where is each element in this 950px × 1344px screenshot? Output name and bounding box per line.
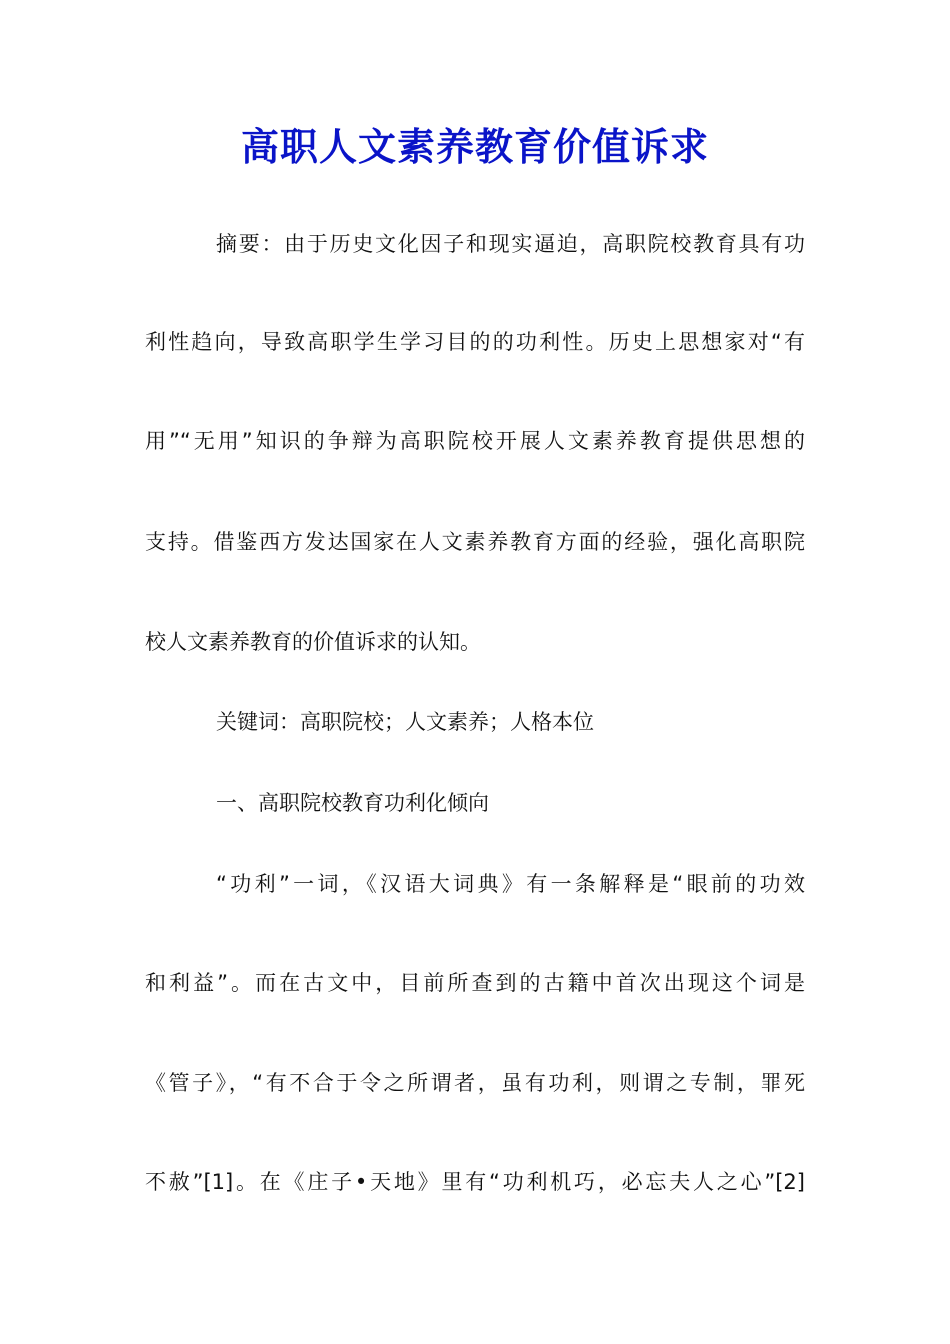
abstract-line-5: 校人文素养教育的价值诉求的认知。 [145, 630, 481, 654]
document-title: 高职人文素养教育价值诉求 [240, 124, 709, 169]
abstract-line-1: 摘要：由于历史文化因子和现实逼迫，高职院校教育具有功 [216, 232, 805, 256]
section-heading: 一、高职院校教育功利化倾向 [216, 791, 489, 815]
abstract-line-3: 用”“无用”知识的争辩为高职院校开展人文素养教育提供思想的 [145, 429, 805, 453]
abstract-line-2: 利性趋向，导致高职学生学习目的的功利性。历史上思想家对“有 [145, 330, 805, 354]
body-line-1: “功利”一词，《汉语大词典》有一条解释是“眼前的功效 [216, 872, 805, 896]
body-line-3: 《管子》，“有不合于令之所谓者，虽有功利，则谓之专制，罪死 [145, 1071, 805, 1095]
abstract-line-4: 支持。借鉴西方发达国家在人文素养教育方面的经验，强化高职院 [145, 530, 805, 554]
body-line-4: 不赦”[1]。在《庄子•天地》里有“功利机巧，必忘夫人之心”[2] [145, 1170, 805, 1194]
body-line-2: 和利益”。而在古文中，目前所查到的古籍中首次出现这个词是 [145, 971, 805, 995]
keywords-line: 关键词：高职院校；人文素养；人格本位 [216, 710, 594, 734]
